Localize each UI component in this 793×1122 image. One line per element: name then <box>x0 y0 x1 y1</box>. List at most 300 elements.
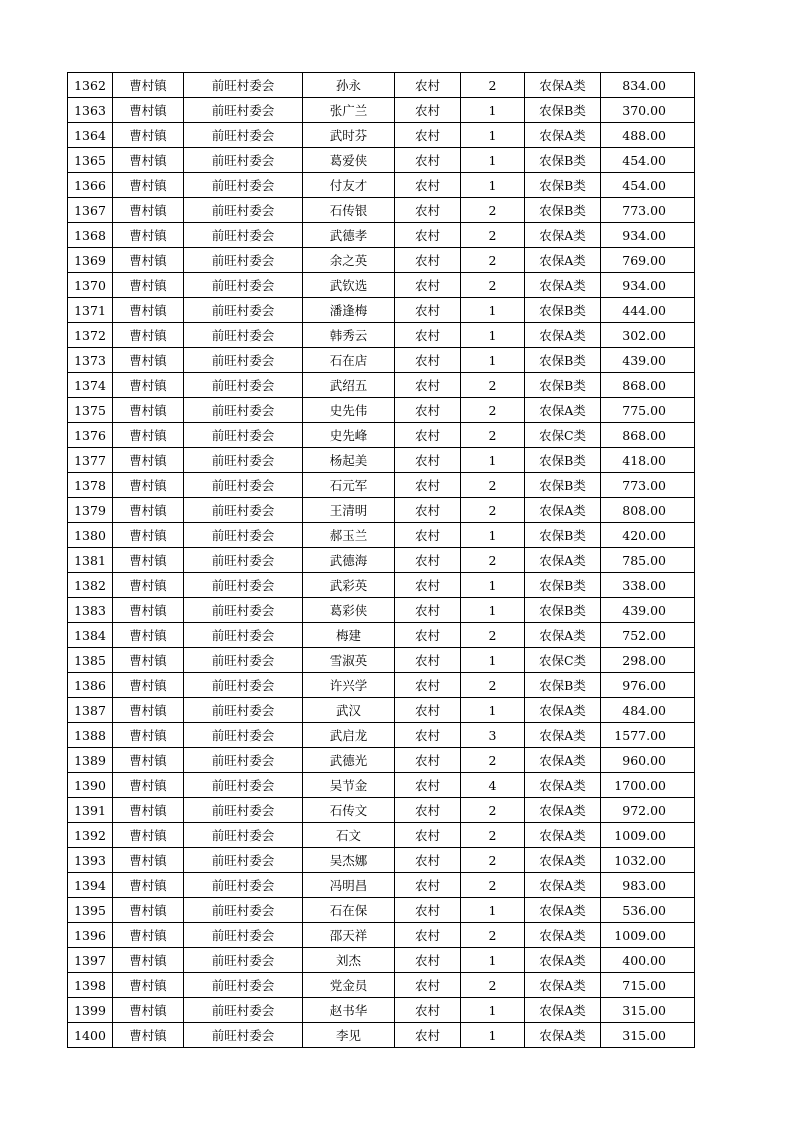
table-row <box>68 448 695 473</box>
town-cell: 曹村镇 <box>113 698 184 723</box>
category-cell: 农保B类 <box>525 373 601 398</box>
town-cell: 曹村镇 <box>113 773 184 798</box>
row-number: 1363 <box>68 98 113 123</box>
village-cell: 前旺村委会 <box>184 948 303 973</box>
name-cell: 冯明昌 <box>303 873 395 898</box>
row-number: 1399 <box>68 998 113 1023</box>
household-type-cell: 农村 <box>395 873 461 898</box>
amount-cell: 960.00 <box>601 748 695 773</box>
household-type-cell: 农村 <box>395 473 461 498</box>
village-cell: 前旺村委会 <box>184 248 303 273</box>
category-cell: 农保A类 <box>525 223 601 248</box>
amount-cell: 1577.00 <box>601 723 695 748</box>
household-type-cell: 农村 <box>395 348 461 373</box>
amount-cell: 418.00 <box>601 448 695 473</box>
household-type-cell: 农村 <box>395 523 461 548</box>
row-number: 1386 <box>68 673 113 698</box>
town-cell: 曹村镇 <box>113 423 184 448</box>
row-number: 1392 <box>68 823 113 848</box>
amount-cell: 439.00 <box>601 348 695 373</box>
household-type-cell: 农村 <box>395 723 461 748</box>
roster-body <box>68 73 695 1048</box>
category-cell: 农保A类 <box>525 748 601 773</box>
table-row <box>68 698 695 723</box>
table-row <box>68 473 695 498</box>
town-cell: 曹村镇 <box>113 348 184 373</box>
village-cell: 前旺村委会 <box>184 548 303 573</box>
village-cell: 前旺村委会 <box>184 223 303 248</box>
town-cell: 曹村镇 <box>113 398 184 423</box>
name-cell: 吴杰娜 <box>303 848 395 873</box>
category-cell: 农保B类 <box>525 98 601 123</box>
village-cell: 前旺村委会 <box>184 273 303 298</box>
village-cell: 前旺村委会 <box>184 298 303 323</box>
village-cell: 前旺村委会 <box>184 598 303 623</box>
name-cell: 张广兰 <box>303 98 395 123</box>
category-cell: 农保A类 <box>525 248 601 273</box>
row-number: 1364 <box>68 123 113 148</box>
person-count-cell: 2 <box>461 373 525 398</box>
name-cell: 吴节金 <box>303 773 395 798</box>
row-number: 1383 <box>68 598 113 623</box>
village-cell: 前旺村委会 <box>184 823 303 848</box>
village-cell: 前旺村委会 <box>184 173 303 198</box>
row-number: 1395 <box>68 898 113 923</box>
town-cell: 曹村镇 <box>113 1023 184 1048</box>
name-cell: 武启龙 <box>303 723 395 748</box>
town-cell: 曹村镇 <box>113 948 184 973</box>
village-cell: 前旺村委会 <box>184 623 303 648</box>
village-cell: 前旺村委会 <box>184 398 303 423</box>
amount-cell: 400.00 <box>601 948 695 973</box>
category-cell: 农保A类 <box>525 1023 601 1048</box>
person-count-cell: 2 <box>461 823 525 848</box>
village-cell: 前旺村委会 <box>184 123 303 148</box>
person-count-cell: 1 <box>461 348 525 373</box>
amount-cell: 298.00 <box>601 648 695 673</box>
row-number: 1396 <box>68 923 113 948</box>
person-count-cell: 1 <box>461 998 525 1023</box>
category-cell: 农保A类 <box>525 498 601 523</box>
person-count-cell: 4 <box>461 773 525 798</box>
person-count-cell: 2 <box>461 473 525 498</box>
town-cell: 曹村镇 <box>113 98 184 123</box>
amount-cell: 752.00 <box>601 623 695 648</box>
town-cell: 曹村镇 <box>113 873 184 898</box>
person-count-cell: 2 <box>461 973 525 998</box>
town-cell: 曹村镇 <box>113 748 184 773</box>
category-cell: 农保B类 <box>525 173 601 198</box>
table-row <box>68 523 695 548</box>
row-number: 1373 <box>68 348 113 373</box>
person-count-cell: 2 <box>461 748 525 773</box>
person-count-cell: 2 <box>461 248 525 273</box>
row-number: 1371 <box>68 298 113 323</box>
category-cell: 农保B类 <box>525 448 601 473</box>
village-cell: 前旺村委会 <box>184 73 303 98</box>
town-cell: 曹村镇 <box>113 898 184 923</box>
row-number: 1368 <box>68 223 113 248</box>
household-type-cell: 农村 <box>395 298 461 323</box>
amount-cell: 775.00 <box>601 398 695 423</box>
household-type-cell: 农村 <box>395 948 461 973</box>
category-cell: 农保B类 <box>525 523 601 548</box>
person-count-cell: 1 <box>461 898 525 923</box>
name-cell: 王清明 <box>303 498 395 523</box>
person-count-cell: 1 <box>461 648 525 673</box>
table-row <box>68 148 695 173</box>
amount-cell: 808.00 <box>601 498 695 523</box>
town-cell: 曹村镇 <box>113 923 184 948</box>
town-cell: 曹村镇 <box>113 323 184 348</box>
category-cell: 农保A类 <box>525 898 601 923</box>
name-cell: 武德孝 <box>303 223 395 248</box>
household-type-cell: 农村 <box>395 573 461 598</box>
category-cell: 农保A类 <box>525 273 601 298</box>
table-row <box>68 498 695 523</box>
village-cell: 前旺村委会 <box>184 448 303 473</box>
town-cell: 曹村镇 <box>113 798 184 823</box>
amount-cell: 715.00 <box>601 973 695 998</box>
row-number: 1372 <box>68 323 113 348</box>
town-cell: 曹村镇 <box>113 198 184 223</box>
amount-cell: 454.00 <box>601 148 695 173</box>
person-count-cell: 1 <box>461 698 525 723</box>
table-row <box>68 823 695 848</box>
household-type-cell: 农村 <box>395 73 461 98</box>
table-row <box>68 248 695 273</box>
amount-cell: 773.00 <box>601 198 695 223</box>
table-row <box>68 898 695 923</box>
category-cell: 农保A类 <box>525 998 601 1023</box>
household-type-cell: 农村 <box>395 848 461 873</box>
roster-table <box>67 72 695 1048</box>
household-type-cell: 农村 <box>395 423 461 448</box>
person-count-cell: 2 <box>461 223 525 248</box>
amount-cell: 785.00 <box>601 548 695 573</box>
table-row <box>68 223 695 248</box>
village-cell: 前旺村委会 <box>184 148 303 173</box>
table-row <box>68 798 695 823</box>
name-cell: 付友才 <box>303 173 395 198</box>
category-cell: 农保A类 <box>525 323 601 348</box>
person-count-cell: 1 <box>461 173 525 198</box>
person-count-cell: 2 <box>461 623 525 648</box>
household-type-cell: 农村 <box>395 173 461 198</box>
person-count-cell: 3 <box>461 723 525 748</box>
category-cell: 农保A类 <box>525 398 601 423</box>
person-count-cell: 1 <box>461 948 525 973</box>
row-number: 1387 <box>68 698 113 723</box>
table-row <box>68 573 695 598</box>
town-cell: 曹村镇 <box>113 598 184 623</box>
person-count-cell: 1 <box>461 98 525 123</box>
amount-cell: 444.00 <box>601 298 695 323</box>
row-number: 1385 <box>68 648 113 673</box>
name-cell: 葛爱侠 <box>303 148 395 173</box>
name-cell: 武汉 <box>303 698 395 723</box>
category-cell: 农保A类 <box>525 923 601 948</box>
amount-cell: 934.00 <box>601 223 695 248</box>
category-cell: 农保A类 <box>525 848 601 873</box>
village-cell: 前旺村委会 <box>184 648 303 673</box>
name-cell: 武彩英 <box>303 573 395 598</box>
amount-cell: 773.00 <box>601 473 695 498</box>
category-cell: 农保A类 <box>525 948 601 973</box>
person-count-cell: 1 <box>461 123 525 148</box>
amount-cell: 420.00 <box>601 523 695 548</box>
row-number: 1388 <box>68 723 113 748</box>
table-row <box>68 273 695 298</box>
name-cell: 史先伟 <box>303 398 395 423</box>
household-type-cell: 农村 <box>395 373 461 398</box>
household-type-cell: 农村 <box>395 698 461 723</box>
category-cell: 农保A类 <box>525 873 601 898</box>
household-type-cell: 农村 <box>395 998 461 1023</box>
village-cell: 前旺村委会 <box>184 873 303 898</box>
household-type-cell: 农村 <box>395 448 461 473</box>
town-cell: 曹村镇 <box>113 298 184 323</box>
table-row <box>68 73 695 98</box>
row-number: 1378 <box>68 473 113 498</box>
village-cell: 前旺村委会 <box>184 423 303 448</box>
table-row <box>68 773 695 798</box>
household-type-cell: 农村 <box>395 148 461 173</box>
row-number: 1374 <box>68 373 113 398</box>
amount-cell: 868.00 <box>601 373 695 398</box>
village-cell: 前旺村委会 <box>184 373 303 398</box>
name-cell: 韩秀云 <box>303 323 395 348</box>
table-row <box>68 848 695 873</box>
amount-cell: 1009.00 <box>601 823 695 848</box>
household-type-cell: 农村 <box>395 898 461 923</box>
town-cell: 曹村镇 <box>113 673 184 698</box>
village-cell: 前旺村委会 <box>184 573 303 598</box>
category-cell: 农保C类 <box>525 423 601 448</box>
town-cell: 曹村镇 <box>113 173 184 198</box>
village-cell: 前旺村委会 <box>184 198 303 223</box>
household-type-cell: 农村 <box>395 773 461 798</box>
name-cell: 武钦选 <box>303 273 395 298</box>
row-number: 1398 <box>68 973 113 998</box>
town-cell: 曹村镇 <box>113 548 184 573</box>
row-number: 1379 <box>68 498 113 523</box>
table-row <box>68 723 695 748</box>
village-cell: 前旺村委会 <box>184 848 303 873</box>
person-count-cell: 2 <box>461 198 525 223</box>
town-cell: 曹村镇 <box>113 473 184 498</box>
row-number: 1391 <box>68 798 113 823</box>
row-number: 1390 <box>68 773 113 798</box>
person-count-cell: 2 <box>461 923 525 948</box>
household-type-cell: 农村 <box>395 548 461 573</box>
town-cell: 曹村镇 <box>113 823 184 848</box>
person-count-cell: 1 <box>461 298 525 323</box>
town-cell: 曹村镇 <box>113 973 184 998</box>
household-type-cell: 农村 <box>395 198 461 223</box>
category-cell: 农保A类 <box>525 123 601 148</box>
name-cell: 石文 <box>303 823 395 848</box>
table-row <box>68 548 695 573</box>
village-cell: 前旺村委会 <box>184 798 303 823</box>
household-type-cell: 农村 <box>395 248 461 273</box>
category-cell: 农保B类 <box>525 198 601 223</box>
category-cell: 农保B类 <box>525 598 601 623</box>
category-cell: 农保B类 <box>525 573 601 598</box>
household-type-cell: 农村 <box>395 648 461 673</box>
category-cell: 农保A类 <box>525 723 601 748</box>
table-row <box>68 98 695 123</box>
town-cell: 曹村镇 <box>113 73 184 98</box>
household-type-cell: 农村 <box>395 598 461 623</box>
category-cell: 农保A类 <box>525 798 601 823</box>
village-cell: 前旺村委会 <box>184 898 303 923</box>
amount-cell: 834.00 <box>601 73 695 98</box>
amount-cell: 439.00 <box>601 598 695 623</box>
village-cell: 前旺村委会 <box>184 698 303 723</box>
table-row <box>68 123 695 148</box>
category-cell: 农保A类 <box>525 623 601 648</box>
table-row <box>68 623 695 648</box>
category-cell: 农保A类 <box>525 773 601 798</box>
household-type-cell: 农村 <box>395 973 461 998</box>
name-cell: 李见 <box>303 1023 395 1048</box>
table-row <box>68 323 695 348</box>
amount-cell: 983.00 <box>601 873 695 898</box>
name-cell: 石在保 <box>303 898 395 923</box>
table-row <box>68 348 695 373</box>
row-number: 1397 <box>68 948 113 973</box>
amount-cell: 976.00 <box>601 673 695 698</box>
person-count-cell: 2 <box>461 848 525 873</box>
person-count-cell: 2 <box>461 873 525 898</box>
amount-cell: 1700.00 <box>601 773 695 798</box>
name-cell: 石元军 <box>303 473 395 498</box>
category-cell: 农保A类 <box>525 823 601 848</box>
person-count-cell: 2 <box>461 498 525 523</box>
town-cell: 曹村镇 <box>113 123 184 148</box>
amount-cell: 1009.00 <box>601 923 695 948</box>
person-count-cell: 2 <box>461 673 525 698</box>
name-cell: 孙永 <box>303 73 395 98</box>
household-type-cell: 农村 <box>395 123 461 148</box>
town-cell: 曹村镇 <box>113 248 184 273</box>
category-cell: 农保B类 <box>525 298 601 323</box>
village-cell: 前旺村委会 <box>184 723 303 748</box>
town-cell: 曹村镇 <box>113 573 184 598</box>
name-cell: 葛彩侠 <box>303 598 395 623</box>
row-number: 1382 <box>68 573 113 598</box>
town-cell: 曹村镇 <box>113 848 184 873</box>
row-number: 1370 <box>68 273 113 298</box>
amount-cell: 315.00 <box>601 998 695 1023</box>
table-row <box>68 973 695 998</box>
town-cell: 曹村镇 <box>113 723 184 748</box>
household-type-cell: 农村 <box>395 623 461 648</box>
amount-cell: 302.00 <box>601 323 695 348</box>
table-row <box>68 173 695 198</box>
table-row <box>68 873 695 898</box>
village-cell: 前旺村委会 <box>184 923 303 948</box>
name-cell: 余之英 <box>303 248 395 273</box>
row-number: 1376 <box>68 423 113 448</box>
amount-cell: 1032.00 <box>601 848 695 873</box>
household-type-cell: 农村 <box>395 98 461 123</box>
amount-cell: 769.00 <box>601 248 695 273</box>
table-row <box>68 423 695 448</box>
person-count-cell: 1 <box>461 148 525 173</box>
village-cell: 前旺村委会 <box>184 473 303 498</box>
person-count-cell: 2 <box>461 273 525 298</box>
name-cell: 邵天祥 <box>303 923 395 948</box>
name-cell: 武绍五 <box>303 373 395 398</box>
town-cell: 曹村镇 <box>113 373 184 398</box>
row-number: 1393 <box>68 848 113 873</box>
row-number: 1365 <box>68 148 113 173</box>
category-cell: 农保A类 <box>525 698 601 723</box>
town-cell: 曹村镇 <box>113 273 184 298</box>
household-type-cell: 农村 <box>395 823 461 848</box>
name-cell: 武德光 <box>303 748 395 773</box>
village-cell: 前旺村委会 <box>184 1023 303 1048</box>
person-count-cell: 1 <box>461 448 525 473</box>
name-cell: 石传银 <box>303 198 395 223</box>
person-count-cell: 1 <box>461 573 525 598</box>
town-cell: 曹村镇 <box>113 223 184 248</box>
person-count-cell: 2 <box>461 73 525 98</box>
row-number: 1380 <box>68 523 113 548</box>
amount-cell: 934.00 <box>601 273 695 298</box>
person-count-cell: 1 <box>461 523 525 548</box>
table-row <box>68 198 695 223</box>
town-cell: 曹村镇 <box>113 448 184 473</box>
village-cell: 前旺村委会 <box>184 998 303 1023</box>
household-type-cell: 农村 <box>395 223 461 248</box>
household-type-cell: 农村 <box>395 498 461 523</box>
town-cell: 曹村镇 <box>113 623 184 648</box>
amount-cell: 536.00 <box>601 898 695 923</box>
row-number: 1400 <box>68 1023 113 1048</box>
amount-cell: 488.00 <box>601 123 695 148</box>
name-cell: 史先峰 <box>303 423 395 448</box>
table-row <box>68 398 695 423</box>
name-cell: 雪淑英 <box>303 648 395 673</box>
person-count-cell: 1 <box>461 323 525 348</box>
name-cell: 武德海 <box>303 548 395 573</box>
row-number: 1366 <box>68 173 113 198</box>
village-cell: 前旺村委会 <box>184 523 303 548</box>
name-cell: 赵书华 <box>303 998 395 1023</box>
person-count-cell: 1 <box>461 598 525 623</box>
amount-cell: 868.00 <box>601 423 695 448</box>
table-row <box>68 298 695 323</box>
household-type-cell: 农村 <box>395 673 461 698</box>
household-type-cell: 农村 <box>395 1023 461 1048</box>
table-row <box>68 648 695 673</box>
name-cell: 石在店 <box>303 348 395 373</box>
category-cell: 农保A类 <box>525 548 601 573</box>
village-cell: 前旺村委会 <box>184 673 303 698</box>
category-cell: 农保B类 <box>525 473 601 498</box>
table-row <box>68 748 695 773</box>
person-count-cell: 1 <box>461 1023 525 1048</box>
household-type-cell: 农村 <box>395 323 461 348</box>
household-type-cell: 农村 <box>395 398 461 423</box>
table-row <box>68 998 695 1023</box>
village-cell: 前旺村委会 <box>184 323 303 348</box>
name-cell: 刘杰 <box>303 948 395 973</box>
village-cell: 前旺村委会 <box>184 973 303 998</box>
